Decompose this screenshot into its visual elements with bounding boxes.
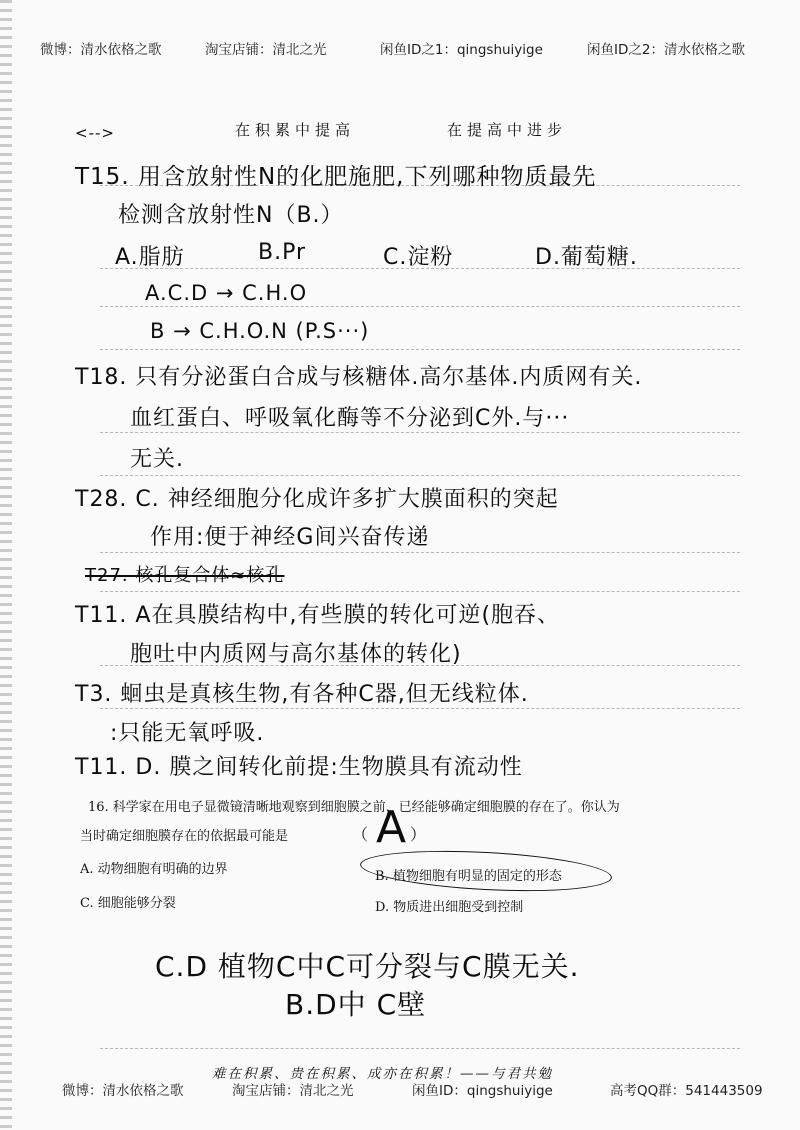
ruled-line bbox=[100, 591, 740, 592]
note-t15-line1: T15. 用含放射性N的化肥施肥,下列哪种物质最先 bbox=[75, 164, 597, 190]
header-motto-right: 在提高中进步 bbox=[447, 121, 568, 139]
note-t18-line1: T18. 只有分泌蛋白合成与核糖体.高尔基体.内质网有关. bbox=[75, 365, 643, 390]
note-t11a-line2: 胞吐中内质网与高尔基体的转化) bbox=[130, 642, 462, 667]
note-t11d: T11. D. 膜之间转化前提:生物膜具有流动性 bbox=[75, 755, 523, 780]
q16-option-a: A. 动物细胞有明确的边界 bbox=[80, 862, 228, 877]
footer-motto: 难在积累、贵在积累、成亦在积累！——与君共勉 bbox=[212, 1066, 553, 1082]
scan-edge-artifact bbox=[0, 0, 12, 1130]
ruled-line bbox=[100, 1048, 740, 1049]
q16-note-line2: B.D中 C壁 bbox=[285, 988, 427, 1021]
note-t15-option-b: B.Pr bbox=[258, 240, 307, 265]
footer-xianyu: 闲鱼ID：qingshuiyige bbox=[412, 1083, 553, 1099]
banner-xianyu-1: 闲鱼ID之1：qingshuiyige bbox=[380, 42, 543, 58]
footer-weibo: 微博：清水依格之歌 bbox=[62, 1083, 184, 1099]
q16-paren-close: ） bbox=[410, 825, 427, 844]
banner-weibo: 微博：清水依格之歌 bbox=[40, 42, 162, 58]
note-t18-line3: 无关. bbox=[130, 447, 184, 472]
q16-option-b-circle-mark bbox=[359, 845, 613, 896]
q16-option-c: C. 细胞能够分裂 bbox=[80, 896, 176, 911]
banner-taobao: 淘宝店铺：清北之光 bbox=[205, 42, 327, 58]
footer-qq-group: 高考QQ群：541443509 bbox=[610, 1083, 763, 1099]
q16-stem-line2: 当时确定细胞膜存在的依据最可能是 bbox=[80, 829, 289, 844]
note-t15-b-elements: B → C.H.O.N (P.S···) bbox=[150, 319, 370, 343]
banner-xianyu-2: 闲鱼ID之2：清水依格之歌 bbox=[587, 42, 745, 58]
note-t15-line2: 检测含放射性N（B.） bbox=[118, 203, 344, 228]
note-t27-crossed: T27. 核孔复合体≈核孔 bbox=[85, 565, 285, 586]
ruled-line bbox=[100, 349, 740, 350]
note-t18-line2: 血红蛋白、呼吸氧化酶等不分泌到C外.与··· bbox=[130, 406, 570, 431]
note-t15-option-d: D.葡萄糖. bbox=[535, 245, 638, 270]
ruled-line bbox=[100, 432, 740, 433]
footer-taobao: 淘宝店铺：清北之光 bbox=[232, 1083, 354, 1099]
note-t15-acd-elements: A.C.D → C.H.O bbox=[145, 281, 308, 305]
note-t3-line2: :只能无氧呼吸. bbox=[110, 721, 265, 746]
note-t15-option-c: C.淀粉 bbox=[383, 245, 454, 270]
q16-handwritten-answer: A bbox=[376, 802, 408, 853]
ruled-line bbox=[100, 475, 740, 476]
q16-option-d: D. 物质进出细胞受到控制 bbox=[375, 900, 524, 915]
q16-option-b: B. 植物细胞有明显的固定的形态 bbox=[375, 869, 562, 884]
ruled-line bbox=[100, 708, 740, 709]
page-mark: <--> bbox=[75, 124, 115, 142]
note-t28-line1: T28. C. 神经细胞分化成许多扩大膜面积的突起 bbox=[75, 487, 559, 512]
note-t15-option-a: A.脂肪 bbox=[115, 245, 185, 270]
q16-paren-open: （ bbox=[352, 825, 369, 844]
note-t3-line1: T3. 蛔虫是真核生物,有各种C器,但无线粒体. bbox=[75, 682, 529, 707]
note-t28-line2: 作用:便于神经G间兴奋传递 bbox=[150, 525, 430, 550]
ruled-line bbox=[100, 552, 740, 553]
header-motto-left: 在积累中提高 bbox=[235, 121, 356, 139]
q16-stem-line1: 16. 科学家在用电子显微镜清晰地观察到细胞膜之前，已经能够确定细胞膜的存在了。你认为 bbox=[88, 800, 620, 815]
ruled-line bbox=[100, 306, 740, 307]
note-t11a-line1: T11. A在具膜结构中,有些膜的转化可逆(胞吞、 bbox=[75, 603, 561, 628]
q16-note-line1: C.D 植物C中C可分裂与C膜无关. bbox=[155, 950, 580, 983]
